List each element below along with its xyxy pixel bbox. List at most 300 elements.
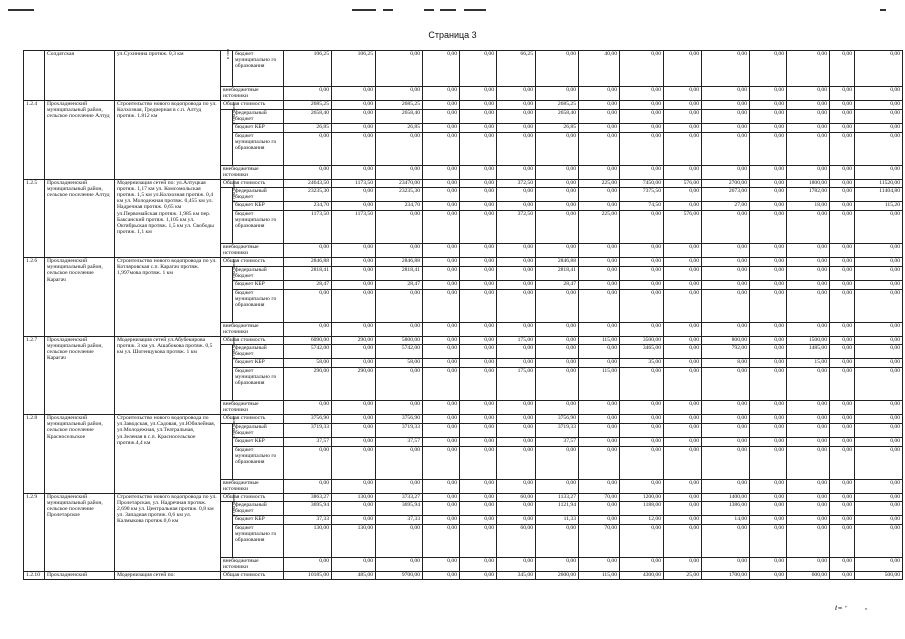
in-that-number-label: в том числе <box>221 109 233 165</box>
amount-cell: 26,85 <box>376 123 423 132</box>
amount-cell: 0,00 <box>536 479 579 493</box>
amount-cell: 0,00 <box>787 558 830 572</box>
source-label: внебюджетные источники <box>221 165 284 179</box>
amount-cell: 11404,80 <box>855 188 903 202</box>
amount-cell: 0,00 <box>750 558 787 572</box>
amount-cell: 130,00 <box>332 493 376 502</box>
recipient-name: Прохладненский муниципальный район, сельское поселение Карагач <box>45 258 115 337</box>
table-row <box>24 415 903 424</box>
amount-cell: 0,00 <box>830 493 855 502</box>
amount-cell: 0,00 <box>376 446 423 479</box>
amount-cell: 0,00 <box>376 289 423 322</box>
amount-cell: 0,00 <box>460 280 497 289</box>
amount-cell: 0,00 <box>460 87 497 101</box>
amount-cell: 3733,27 <box>376 493 423 502</box>
in-that-number-label: в том числе <box>221 266 233 322</box>
amount-cell: 15,00 <box>787 359 830 368</box>
amount-cell: 0,00 <box>423 109 460 123</box>
amount-cell: 0,00 <box>855 525 903 558</box>
amount-cell: 0,00 <box>855 211 903 244</box>
amount-cell: 0,00 <box>830 179 855 188</box>
amount-cell: 0,00 <box>376 479 423 493</box>
amount-cell: 0,00 <box>423 179 460 188</box>
amount-cell: 37,57 <box>536 437 579 446</box>
recipient-name: Прохладненский муниципальный район, сельское поселение Алтуд <box>45 101 115 180</box>
amount-cell: 0,00 <box>497 322 536 336</box>
amount-cell: 24643,50 <box>284 179 332 188</box>
amount-cell: 0,00 <box>284 289 332 322</box>
recipient-name: Солдатская <box>45 51 115 101</box>
amount-cell: 0,00 <box>830 258 855 267</box>
amount-cell: 0,00 <box>702 322 750 336</box>
amount-cell: 0,00 <box>423 479 460 493</box>
recipient-name: Прохладненский муниципальный район, сельское поселение Карагач <box>45 336 115 415</box>
amount-cell: 0,00 <box>460 479 497 493</box>
amount-cell: 0,00 <box>497 101 536 110</box>
amount-cell: 115,20 <box>855 202 903 211</box>
amount-cell: 3719,33 <box>284 423 332 437</box>
amount-cell: 0,00 <box>332 266 376 280</box>
amount-cell: 0,00 <box>702 101 750 110</box>
amount-cell: 0,00 <box>702 258 750 267</box>
amount-cell: 0,00 <box>855 258 903 267</box>
amount-cell: 0,00 <box>620 280 664 289</box>
amount-cell: 0,00 <box>620 101 664 110</box>
amount-cell: 0,00 <box>497 188 536 202</box>
amount-cell: 1500,00 <box>787 336 830 345</box>
amount-cell: 0,00 <box>579 202 620 211</box>
amount-cell: 28,47 <box>376 280 423 289</box>
amount-cell: 0,00 <box>460 179 497 188</box>
amount-cell: 0,00 <box>620 415 664 424</box>
amount-cell: 0,00 <box>702 423 750 437</box>
amount-cell: 0,00 <box>376 525 423 558</box>
amount-cell: 2658,40 <box>376 109 423 123</box>
amount-cell: 175,00 <box>497 336 536 345</box>
amount-cell: 0,00 <box>284 165 332 179</box>
amount-cell: 0,00 <box>536 359 579 368</box>
in-that-number-label: в том числе <box>221 345 233 401</box>
amount-cell: 130,00 <box>284 525 332 558</box>
amount-cell: 0,00 <box>423 188 460 202</box>
amount-cell: 0,00 <box>620 446 664 479</box>
amount-cell: 0,00 <box>332 502 376 516</box>
amount-cell: 0,00 <box>750 188 787 202</box>
amount-cell: 576,00 <box>664 211 702 244</box>
amount-cell: 0,00 <box>376 165 423 179</box>
amount-cell: 0,00 <box>497 359 536 368</box>
amount-cell: 0,00 <box>830 244 855 258</box>
amount-cell: 25,00 <box>664 572 702 580</box>
amount-cell: 0,00 <box>536 188 579 202</box>
amount-cell: 0,00 <box>620 401 664 415</box>
amount-cell: 0,00 <box>579 446 620 479</box>
amount-cell: 0,00 <box>787 525 830 558</box>
amount-cell: 0,00 <box>460 493 497 502</box>
amount-cell: 0,00 <box>855 516 903 525</box>
amount-cell: 0,00 <box>332 188 376 202</box>
project-description: Модернизация сетей по: <box>115 572 221 580</box>
amount-cell: 0,00 <box>750 336 787 345</box>
amount-cell: 0,00 <box>332 558 376 572</box>
amount-cell: 0,00 <box>579 280 620 289</box>
amount-cell: 0,00 <box>702 211 750 244</box>
amount-cell: 0,00 <box>536 132 579 165</box>
source-label: бюджет муниципально го образования <box>233 211 284 244</box>
amount-cell: 0,00 <box>423 558 460 572</box>
amount-cell: 0,00 <box>830 51 855 87</box>
amount-cell: 0,00 <box>855 165 903 179</box>
amount-cell: 0,00 <box>855 345 903 359</box>
amount-cell: 115,00 <box>579 368 620 401</box>
amount-cell: 0,00 <box>536 345 579 359</box>
amount-cell: 0,00 <box>460 123 497 132</box>
amount-cell: 66,25 <box>497 51 536 87</box>
project-description: Строительство нового водопровода по ул. Пролетарская, ул. Надречная протяж. 2,690 км ул. Центральная протяж. 0,8 км ул. Западная протяж. 0,6 км ул. Калмыкова протяж.0,6 км <box>115 493 221 572</box>
amount-cell: 0,00 <box>830 572 855 580</box>
amount-cell: 0,00 <box>702 525 750 558</box>
amount-cell: 0,00 <box>830 109 855 123</box>
amount-cell: 485,00 <box>332 572 376 580</box>
source-label: бюджет муниципально го образования <box>233 525 284 558</box>
amount-cell: 0,00 <box>460 165 497 179</box>
amount-cell: 0,00 <box>423 423 460 437</box>
amount-cell: 0,00 <box>702 266 750 280</box>
amount-cell: 0,00 <box>750 437 787 446</box>
amount-cell: 23470,00 <box>376 179 423 188</box>
page-title: Страница 3 <box>428 30 477 40</box>
amount-cell: 0,00 <box>460 572 497 580</box>
amount-cell: 0,00 <box>332 345 376 359</box>
amount-cell: 0,00 <box>787 258 830 267</box>
amount-cell: 0,00 <box>332 516 376 525</box>
amount-cell: 70,00 <box>579 493 620 502</box>
amount-cell: 0,00 <box>460 211 497 244</box>
amount-cell: 0,00 <box>284 479 332 493</box>
amount-cell: 0,00 <box>830 345 855 359</box>
amount-cell: 2818,41 <box>284 266 332 280</box>
amount-cell: 2658,40 <box>284 109 332 123</box>
amount-cell: 4300,00 <box>620 572 664 580</box>
amount-cell: 0,00 <box>460 289 497 322</box>
amount-cell: 0,00 <box>536 87 579 101</box>
amount-cell: 0,00 <box>830 423 855 437</box>
amount-cell: 0,00 <box>579 289 620 322</box>
amount-cell: 0,00 <box>284 244 332 258</box>
amount-cell: 0,00 <box>497 558 536 572</box>
amount-cell: 0,00 <box>497 401 536 415</box>
amount-cell: 115,00 <box>579 572 620 580</box>
amount-cell: 0,00 <box>855 87 903 101</box>
amount-cell: 1200,00 <box>620 493 664 502</box>
amount-cell: 0,00 <box>664 336 702 345</box>
amount-cell: 0,00 <box>787 123 830 132</box>
amount-cell: 0,00 <box>787 280 830 289</box>
amount-cell: 0,00 <box>423 202 460 211</box>
amount-cell: 0,00 <box>423 516 460 525</box>
amount-cell: 0,00 <box>579 502 620 516</box>
amount-cell: 1782,00 <box>787 188 830 202</box>
amount-cell: 0,00 <box>664 280 702 289</box>
amount-cell: 0,00 <box>579 423 620 437</box>
source-label: бюджет муниципально го образования <box>233 51 284 87</box>
amount-cell: 0,00 <box>497 266 536 280</box>
amount-cell: 0,00 <box>579 516 620 525</box>
amount-cell: 0,00 <box>750 479 787 493</box>
amount-cell: 106,25 <box>332 51 376 87</box>
source-label: внебюджетные источники <box>221 401 284 415</box>
source-label: бюджет КБР <box>233 359 284 368</box>
amount-cell: 0,00 <box>620 211 664 244</box>
amount-cell: 0,00 <box>750 123 787 132</box>
amount-cell: 0,00 <box>702 87 750 101</box>
amount-cell: 0,00 <box>376 211 423 244</box>
amount-cell: 0,00 <box>536 322 579 336</box>
project-description: Строительство нового водопровода по ул. Котляровская с.п. Карагач протяж. 1,997мова протяж. 1 км <box>115 258 221 337</box>
table-row <box>24 572 903 580</box>
table-row <box>24 51 903 87</box>
amount-cell: 37,33 <box>376 516 423 525</box>
amount-cell: 0,00 <box>579 87 620 101</box>
amount-cell: 0,00 <box>702 289 750 322</box>
amount-cell: 1485,00 <box>787 345 830 359</box>
amount-cell: 0,00 <box>460 322 497 336</box>
amount-cell: 372,50 <box>497 179 536 188</box>
amount-cell: 0,00 <box>787 165 830 179</box>
amount-cell: 0,00 <box>497 516 536 525</box>
amount-cell: 0,00 <box>620 244 664 258</box>
amount-cell: 0,00 <box>579 401 620 415</box>
amount-cell: 37,57 <box>376 437 423 446</box>
amount-cell: 0,00 <box>855 132 903 165</box>
amount-cell: 0,00 <box>460 516 497 525</box>
amount-cell: 0,00 <box>750 266 787 280</box>
amount-cell: 0,00 <box>423 368 460 401</box>
amount-cell: 0,00 <box>855 266 903 280</box>
amount-cell: 0,00 <box>750 359 787 368</box>
amount-cell: 0,00 <box>702 368 750 401</box>
amount-cell: 0,00 <box>702 415 750 424</box>
amount-cell: 0,00 <box>460 109 497 123</box>
amount-cell: 0,00 <box>855 244 903 258</box>
amount-cell: 0,00 <box>423 165 460 179</box>
amount-cell: 37,33 <box>284 516 332 525</box>
amount-cell: 500,00 <box>855 572 903 580</box>
amount-cell: 0,00 <box>536 165 579 179</box>
amount-cell: 0,00 <box>620 87 664 101</box>
amount-cell: 0,00 <box>497 502 536 516</box>
amount-cell: 37,57 <box>284 437 332 446</box>
amount-cell: 0,00 <box>787 502 830 516</box>
amount-cell: 26,85 <box>536 123 579 132</box>
amount-cell: 290,00 <box>332 368 376 401</box>
source-label: бюджет КБР <box>233 123 284 132</box>
source-label: внебюджетные источники <box>221 322 284 336</box>
amount-cell: 0,00 <box>460 51 497 87</box>
amount-cell: 0,00 <box>284 132 332 165</box>
project-description: Строительство нового водопровода по ул. Колхозная, Гредиерная в с.п. Алтуд протяж. 1.812 км <box>115 101 221 180</box>
amount-cell: 74,50 <box>620 202 664 211</box>
amount-cell: 3695,94 <box>376 502 423 516</box>
amount-cell: 0,00 <box>376 244 423 258</box>
amount-cell: 2673,00 <box>702 188 750 202</box>
scan-header-marks <box>0 6 905 14</box>
source-label: Общая стоимость <box>221 415 284 424</box>
source-label: Общая стоимость <box>221 336 284 345</box>
amount-cell: 3756,90 <box>284 415 332 424</box>
amount-cell: 0,00 <box>497 437 536 446</box>
amount-cell: 0,00 <box>423 132 460 165</box>
recipient-name: Прохладненский <box>45 572 115 580</box>
amount-cell: 0,00 <box>830 479 855 493</box>
amount-cell: 0,00 <box>750 516 787 525</box>
amount-cell: 3465,00 <box>620 345 664 359</box>
amount-cell: 0,00 <box>702 109 750 123</box>
amount-cell: 10185,00 <box>284 572 332 580</box>
amount-cell: 0,00 <box>497 289 536 322</box>
amount-cell: 0,00 <box>830 202 855 211</box>
source-label: бюджет КБР <box>233 437 284 446</box>
amount-cell: 0,00 <box>536 558 579 572</box>
amount-cell: 0,00 <box>460 401 497 415</box>
amount-cell: 0,00 <box>664 101 702 110</box>
source-label: федеральный бюджет <box>233 345 284 359</box>
amount-cell: 0,00 <box>423 211 460 244</box>
amount-cell: 0,00 <box>830 336 855 345</box>
amount-cell: 0,00 <box>460 258 497 267</box>
amount-cell: 0,00 <box>855 280 903 289</box>
funding-table <box>23 50 903 580</box>
amount-cell: 130,00 <box>332 525 376 558</box>
amount-cell: 3695,94 <box>284 502 332 516</box>
amount-cell: 40,00 <box>579 51 620 87</box>
amount-cell: 9700,00 <box>376 572 423 580</box>
amount-cell: 0,00 <box>497 479 536 493</box>
amount-cell: 0,00 <box>750 446 787 479</box>
amount-cell: 5800,00 <box>376 336 423 345</box>
amount-cell: 1386,00 <box>702 502 750 516</box>
amount-cell: 2658,40 <box>536 109 579 123</box>
source-label: бюджет КБР <box>233 516 284 525</box>
amount-cell: 0,00 <box>750 401 787 415</box>
amount-cell: 0,00 <box>579 345 620 359</box>
amount-cell: 290,00 <box>284 368 332 401</box>
amount-cell: 2685,25 <box>284 101 332 110</box>
amount-cell: 1400,00 <box>702 493 750 502</box>
handwritten-mark: ₙ <box>865 605 868 612</box>
amount-cell: 0,00 <box>787 401 830 415</box>
amount-cell: 0,00 <box>750 132 787 165</box>
amount-cell: 11,33 <box>536 516 579 525</box>
amount-cell: 0,00 <box>620 289 664 322</box>
amount-cell: 0,00 <box>750 415 787 424</box>
amount-cell: 0,00 <box>332 109 376 123</box>
amount-cell: 7375,50 <box>620 188 664 202</box>
amount-cell: 0,00 <box>855 479 903 493</box>
amount-cell: 0,00 <box>460 446 497 479</box>
source-label: бюджет КБР <box>233 280 284 289</box>
source-label: федеральный бюджет <box>233 266 284 280</box>
amount-cell: 0,00 <box>497 87 536 101</box>
amount-cell: 0,00 <box>750 423 787 437</box>
amount-cell: 0,00 <box>664 202 702 211</box>
amount-cell: 0,00 <box>497 345 536 359</box>
row-number: 1.2.5 <box>24 179 45 258</box>
recipient-name: Прохладненский муниципальный район, сельское поселение Алтуд <box>45 179 115 258</box>
amount-cell: 0,00 <box>536 368 579 401</box>
amount-cell: 0,00 <box>664 359 702 368</box>
amount-cell: 0,00 <box>750 345 787 359</box>
amount-cell: 6090,00 <box>284 336 332 345</box>
amount-cell: 0,00 <box>664 493 702 502</box>
amount-cell: 0,00 <box>579 188 620 202</box>
amount-cell: 290,00 <box>332 336 376 345</box>
amount-cell: 1800,00 <box>787 179 830 188</box>
amount-cell: 28,47 <box>284 280 332 289</box>
amount-cell: 0,00 <box>497 446 536 479</box>
amount-cell: 0,00 <box>830 289 855 322</box>
amount-cell: 3756,90 <box>536 415 579 424</box>
source-label: бюджет муниципально го образования <box>233 132 284 165</box>
amount-cell: 0,00 <box>497 423 536 437</box>
amount-cell: 8,00 <box>702 359 750 368</box>
amount-cell: 0,00 <box>855 109 903 123</box>
amount-cell: 0,00 <box>787 493 830 502</box>
amount-cell: 0,00 <box>787 289 830 322</box>
amount-cell: 0,00 <box>284 558 332 572</box>
amount-cell: 0,00 <box>332 165 376 179</box>
amount-cell: 0,00 <box>787 446 830 479</box>
amount-cell: 0,00 <box>460 132 497 165</box>
amount-cell: 0,00 <box>620 132 664 165</box>
amount-cell: 106,25 <box>284 51 332 87</box>
amount-cell: 1188,00 <box>620 502 664 516</box>
amount-cell: 800,00 <box>702 336 750 345</box>
amount-cell: 0,00 <box>536 211 579 244</box>
amount-cell: 0,00 <box>460 202 497 211</box>
source-label: бюджет муниципально го образования <box>233 289 284 322</box>
amount-cell: 0,00 <box>423 322 460 336</box>
source-label: бюджет КБР <box>233 202 284 211</box>
amount-cell: 1173,50 <box>332 211 376 244</box>
amount-cell: 0,00 <box>460 266 497 280</box>
amount-cell: 7450,00 <box>620 179 664 188</box>
amount-cell: 0,00 <box>830 132 855 165</box>
amount-cell: 0,00 <box>750 280 787 289</box>
amount-cell: 0,00 <box>332 479 376 493</box>
amount-cell: 0,00 <box>620 437 664 446</box>
amount-cell: 1121,94 <box>536 502 579 516</box>
amount-cell: 0,00 <box>750 109 787 123</box>
amount-cell: 0,00 <box>376 401 423 415</box>
amount-cell: 0,00 <box>460 101 497 110</box>
source-label: федеральный бюджет <box>233 109 284 123</box>
amount-cell: 0,00 <box>423 289 460 322</box>
amount-cell: 0,00 <box>460 188 497 202</box>
amount-cell: 0,00 <box>855 401 903 415</box>
handwritten-mark: ℓ≈ ⁺ <box>835 605 848 612</box>
amount-cell: 0,00 <box>423 359 460 368</box>
amount-cell: 0,00 <box>497 258 536 267</box>
amount-cell: 0,00 <box>423 266 460 280</box>
amount-cell: 2685,25 <box>376 101 423 110</box>
amount-cell: 0,00 <box>664 401 702 415</box>
amount-cell: 0,00 <box>702 51 750 87</box>
amount-cell: 0,00 <box>855 101 903 110</box>
amount-cell: 0,00 <box>830 415 855 424</box>
amount-cell: 0,00 <box>536 51 579 87</box>
amount-cell: 0,00 <box>787 87 830 101</box>
